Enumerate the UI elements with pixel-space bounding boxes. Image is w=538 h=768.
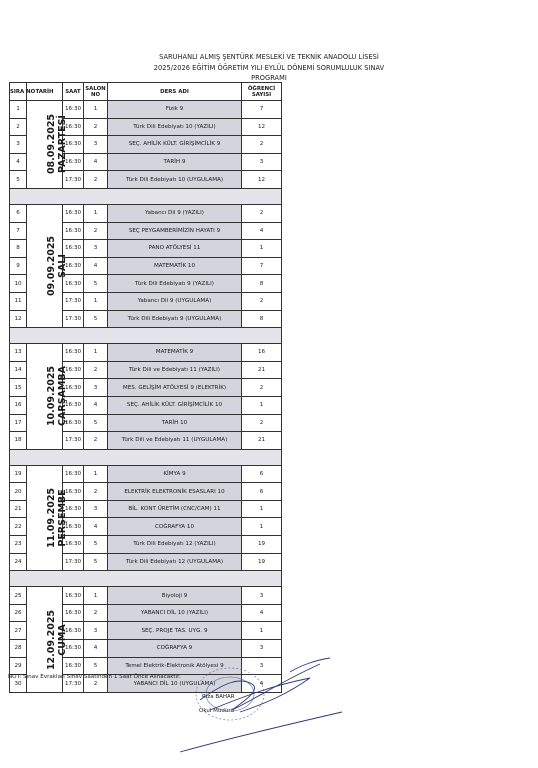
cell-sira-no: 12 xyxy=(10,310,27,328)
cell-saat: 16:30 xyxy=(63,500,84,518)
cell-saat: 16:30 xyxy=(63,344,84,362)
day-separator-row xyxy=(10,328,282,344)
cell-saat: 17:30 xyxy=(63,310,84,328)
signature-title: Okul Müdürü xyxy=(199,708,235,714)
cell-saat: 16:30 xyxy=(63,640,84,658)
cell-sira-no: 6 xyxy=(10,204,27,222)
header-saat: SAAT xyxy=(63,83,84,101)
separator-cell xyxy=(10,571,282,587)
day-name: PERŞEMBE xyxy=(57,489,69,547)
cell-ders-adi: SEÇ. AHİLİK KÜLT. GİRİŞİMCİLİK 10 xyxy=(108,396,242,414)
date-label xyxy=(46,236,68,296)
table-row xyxy=(10,465,282,483)
cell-ders-adi: BİL. KONT ÜRETİM (CNC/CAM) 11 xyxy=(108,500,242,518)
cell-saat: 16:30 xyxy=(63,118,84,136)
cell-ders-adi: COĞRAFYA 9 xyxy=(108,640,242,658)
cell-saat: 17:30 xyxy=(63,553,84,571)
cell-salon-no: 3 xyxy=(84,136,108,154)
cell-sira-no: 17 xyxy=(10,414,27,432)
cell-sira-no: 13 xyxy=(10,344,27,362)
cell-salon-no: 2 xyxy=(84,222,108,240)
separator-cell xyxy=(10,449,282,465)
cell-ogrenci-sayisi: 3 xyxy=(242,153,282,171)
header-sira-no: SIRA NO xyxy=(10,83,27,101)
cell-ogrenci-sayisi: 3 xyxy=(242,657,282,675)
cell-saat: 16:30 xyxy=(63,396,84,414)
header-ogrenci-sayisi: ÖĞRENCİ SAYISI xyxy=(242,83,282,101)
cell-salon-no: 4 xyxy=(84,640,108,658)
cell-salon-no: 2 xyxy=(84,483,108,501)
cell-saat: 16:30 xyxy=(63,518,84,536)
cell-saat: 16:30 xyxy=(63,204,84,222)
cell-ogrenci-sayisi: 4 xyxy=(242,675,282,693)
cell-saat: 16:30 xyxy=(63,622,84,640)
cell-saat: 16:30 xyxy=(63,465,84,483)
cell-sira-no: 21 xyxy=(10,500,27,518)
cell-ders-adi: Temel Elektrik-Elektronik Atölyesi 9 xyxy=(108,657,242,675)
cell-ders-adi: Türk Dili Edebiyatı 10 (YAZILI) xyxy=(108,118,242,136)
cell-ogrenci-sayisi: 7 xyxy=(242,257,282,275)
cell-salon-no: 1 xyxy=(84,292,108,310)
cell-sira-no: 3 xyxy=(10,136,27,154)
note-text: NOT: Sınav Evrakları Sınav Saatinden 1 Saat Önce Alınacaktır. xyxy=(8,674,181,680)
cell-date xyxy=(27,204,69,327)
cell-ogrenci-sayisi: 6 xyxy=(242,483,282,501)
cell-saat: 16:30 xyxy=(63,240,84,258)
cell-ogrenci-sayisi: 3 xyxy=(242,640,282,658)
cell-salon-no: 1 xyxy=(84,587,108,605)
cell-sira-no: 29 xyxy=(10,657,27,675)
cell-salon-no: 2 xyxy=(84,361,108,379)
cell-ders-adi: Biyoloji 9 xyxy=(108,587,242,605)
header-tarih: TARİH xyxy=(27,83,63,101)
cell-date xyxy=(27,465,69,571)
cell-ogrenci-sayisi: 16 xyxy=(242,344,282,362)
day-name: ÇARŞAMBA xyxy=(57,366,69,427)
cell-salon-no: 4 xyxy=(84,257,108,275)
cell-ders-adi: SEÇ PEYGAMBERİMİZİN HAYATI 9 xyxy=(108,222,242,240)
cell-ogrenci-sayisi: 1 xyxy=(242,240,282,258)
cell-saat: 17:30 xyxy=(63,292,84,310)
cell-ogrenci-sayisi: 1 xyxy=(242,622,282,640)
cell-salon-no: 3 xyxy=(84,500,108,518)
cell-ogrenci-sayisi: 12 xyxy=(242,118,282,136)
date-label xyxy=(46,488,68,548)
cell-saat: 16:30 xyxy=(63,361,84,379)
cell-ogrenci-sayisi: 19 xyxy=(242,536,282,554)
cell-salon-no: 2 xyxy=(84,118,108,136)
cell-salon-no: 4 xyxy=(84,396,108,414)
cell-sira-no: 2 xyxy=(10,118,27,136)
cell-sira-no: 16 xyxy=(10,396,27,414)
cell-ders-adi: Türk Dili Edebiyatı 9 (UYGULAMA) xyxy=(108,310,242,328)
cell-sira-no: 26 xyxy=(10,604,27,622)
cell-salon-no: 5 xyxy=(84,310,108,328)
cell-saat: 17:30 xyxy=(63,432,84,450)
cell-salon-no: 5 xyxy=(84,536,108,554)
cell-ogrenci-sayisi: 1 xyxy=(242,396,282,414)
cell-salon-no: 2 xyxy=(84,171,108,189)
date-label xyxy=(46,366,68,426)
cell-sira-no: 8 xyxy=(10,240,27,258)
cell-ders-adi: Yabancı Dil 9 (UYGULAMA) xyxy=(108,292,242,310)
cell-salon-no: 4 xyxy=(84,153,108,171)
cell-sira-no: 7 xyxy=(10,222,27,240)
table-row xyxy=(10,101,282,119)
signature-name: Rıza BAHAR xyxy=(202,694,235,700)
cell-sira-no: 20 xyxy=(10,483,27,501)
cell-ogrenci-sayisi: 2 xyxy=(242,136,282,154)
date-label xyxy=(46,114,68,174)
cell-saat: 17:30 xyxy=(63,171,84,189)
date-value: 09.09.2025 xyxy=(46,235,58,297)
cell-date xyxy=(27,101,69,189)
cell-salon-no: 5 xyxy=(84,275,108,293)
day-name: SALI xyxy=(57,254,69,278)
cell-ogrenci-sayisi: 7 xyxy=(242,101,282,119)
cell-sira-no: 10 xyxy=(10,275,27,293)
cell-ogrenci-sayisi: 2 xyxy=(242,414,282,432)
cell-date xyxy=(27,344,69,450)
title-school: SARUHANLI ALMIŞ ŞENTÜRK MESLEKİ VE TEKNİK ANADOLU LİSESİ xyxy=(159,53,379,61)
cell-saat: 16:30 xyxy=(63,483,84,501)
day-separator-row xyxy=(10,449,282,465)
cell-sira-no: 1 xyxy=(10,101,27,119)
cell-sira-no: 11 xyxy=(10,292,27,310)
cell-sira-no: 25 xyxy=(10,587,27,605)
cell-ogrenci-sayisi: 19 xyxy=(242,553,282,571)
cell-ders-adi: MATEMATİK 9 xyxy=(108,344,242,362)
day-name: CUMA xyxy=(57,623,69,656)
cell-sira-no: 19 xyxy=(10,465,27,483)
cell-sira-no: 22 xyxy=(10,518,27,536)
cell-ogrenci-sayisi: 4 xyxy=(242,604,282,622)
cell-ders-adi: YABANCI DİL 10 (YAZILI) xyxy=(108,604,242,622)
separator-cell xyxy=(10,328,282,344)
cell-ders-adi: Türk Dili Edebiyatı 9 (YAZILI) xyxy=(108,275,242,293)
cell-salon-no: 5 xyxy=(84,414,108,432)
cell-saat: 16:30 xyxy=(63,222,84,240)
cell-salon-no: 2 xyxy=(84,432,108,450)
cell-ders-adi: MATEMATİK 10 xyxy=(108,257,242,275)
cell-saat: 16:30 xyxy=(63,275,84,293)
cell-sira-no: 30 xyxy=(10,675,27,693)
cell-sira-no: 15 xyxy=(10,379,27,397)
date-value: 11.09.2025 xyxy=(46,487,58,549)
cell-ogrenci-sayisi: 8 xyxy=(242,275,282,293)
cell-salon-no: 3 xyxy=(84,622,108,640)
cell-sira-no: 14 xyxy=(10,361,27,379)
cell-sira-no: 4 xyxy=(10,153,27,171)
table-row xyxy=(10,344,282,362)
cell-ders-adi: ELEKTRİK ELEKTRONİK ESASLARI 10 xyxy=(108,483,242,501)
cell-saat: 16:30 xyxy=(63,414,84,432)
table-row xyxy=(10,587,282,605)
cell-saat: 16:30 xyxy=(63,657,84,675)
cell-ders-adi: Türk Dili Edebiyatı 12 (UYGULAMA) xyxy=(108,553,242,571)
cell-ders-adi: PANO ATÖLYESİ 11 xyxy=(108,240,242,258)
cell-saat: 16:30 xyxy=(63,379,84,397)
cell-sira-no: 18 xyxy=(10,432,27,450)
cell-saat: 16:30 xyxy=(63,136,84,154)
cell-ders-adi: Yabancı Dil 9 (YAZILI) xyxy=(108,204,242,222)
cell-saat: 16:30 xyxy=(63,153,84,171)
title-year: 2025/2026 EĞİTİM ÖĞRETİM YILI EYLÜL DÖNEMİ SORUMLULUK SINAV xyxy=(153,63,385,72)
day-name: PAZARTESİ xyxy=(57,115,69,174)
exam-schedule-table xyxy=(9,82,282,693)
cell-salon-no: 2 xyxy=(84,675,108,693)
cell-ders-adi: SEÇ. AHİLİK KÜLT. GİRİŞİMCİLİK 9 xyxy=(108,136,242,154)
cell-ogrenci-sayisi: 2 xyxy=(242,204,282,222)
cell-ders-adi: Türk Dili Edebiyatı 10 (UYGULAMA) xyxy=(108,171,242,189)
cell-salon-no: 1 xyxy=(84,204,108,222)
table-header-row xyxy=(10,83,282,101)
title-program: PROGRAMI xyxy=(251,74,287,82)
cell-saat: 16:30 xyxy=(63,101,84,119)
cell-ders-adi: Türk Dili ve Edebiyatı 11 (YAZILI) xyxy=(108,361,242,379)
date-value: 12.09.2025 xyxy=(46,609,58,670)
cell-salon-no: 3 xyxy=(84,379,108,397)
cell-ders-adi: Türk Dili ve Edebiyatı 11 (UYGULAMA) xyxy=(108,432,242,450)
cell-salon-no: 1 xyxy=(84,101,108,119)
cell-ogrenci-sayisi: 2 xyxy=(242,292,282,310)
cell-ders-adi: SEÇ. PROJE TAS. UYG. 9 xyxy=(108,622,242,640)
cell-salon-no: 2 xyxy=(84,604,108,622)
cell-ders-adi: YABANCI DİL 10 (UYGULAMA) xyxy=(108,675,242,693)
cell-salon-no: 3 xyxy=(84,240,108,258)
cell-ders-adi: TARİH 9 xyxy=(108,153,242,171)
cell-sira-no: 9 xyxy=(10,257,27,275)
cell-sira-no: 23 xyxy=(10,536,27,554)
document-title xyxy=(0,52,538,84)
signature-stamp xyxy=(170,652,350,762)
day-separator-row xyxy=(10,571,282,587)
cell-ogrenci-sayisi: 3 xyxy=(242,587,282,605)
cell-ders-adi: MES. GELİŞİM ATÖLYESİ 9 (ELEKTRİK) xyxy=(108,379,242,397)
cell-salon-no: 1 xyxy=(84,344,108,362)
cell-saat: 17:30 xyxy=(63,675,84,693)
cell-saat: 16:30 xyxy=(63,536,84,554)
cell-ogrenci-sayisi: 4 xyxy=(242,222,282,240)
date-value: 08.09.2025 xyxy=(46,114,58,175)
cell-ogrenci-sayisi: 2 xyxy=(242,379,282,397)
separator-cell xyxy=(10,188,282,204)
header-ders-adi: DERS ADI xyxy=(108,83,242,101)
cell-ders-adi: KİMYA 9 xyxy=(108,465,242,483)
cell-ogrenci-sayisi: 21 xyxy=(242,432,282,450)
cell-sira-no: 28 xyxy=(10,640,27,658)
cell-ogrenci-sayisi: 1 xyxy=(242,518,282,536)
cell-salon-no: 4 xyxy=(84,518,108,536)
table-row xyxy=(10,204,282,222)
cell-salon-no: 5 xyxy=(84,657,108,675)
cell-sira-no: 27 xyxy=(10,622,27,640)
date-value: 10.09.2025 xyxy=(46,366,58,427)
cell-ogrenci-sayisi: 12 xyxy=(242,171,282,189)
cell-ders-adi: COĞRAFYA 10 xyxy=(108,518,242,536)
cell-ogrenci-sayisi: 21 xyxy=(242,361,282,379)
cell-ders-adi: Türk Dili Edebiyatı 12 (YAZILI) xyxy=(108,536,242,554)
cell-sira-no: 5 xyxy=(10,171,27,189)
date-label xyxy=(46,609,68,669)
cell-ogrenci-sayisi: 1 xyxy=(242,500,282,518)
cell-saat: 16:30 xyxy=(63,587,84,605)
cell-salon-no: 1 xyxy=(84,465,108,483)
cell-saat: 16:30 xyxy=(63,257,84,275)
cell-ders-adi: Fizik 9 xyxy=(108,101,242,119)
cell-sira-no: 24 xyxy=(10,553,27,571)
cell-saat: 16:30 xyxy=(63,604,84,622)
table-body xyxy=(10,101,282,693)
header-salon-no: SALON NO xyxy=(84,83,108,101)
cell-ogrenci-sayisi: 8 xyxy=(242,310,282,328)
cell-ders-adi: TARİH 10 xyxy=(108,414,242,432)
cell-ogrenci-sayisi: 6 xyxy=(242,465,282,483)
cell-salon-no: 5 xyxy=(84,553,108,571)
day-separator-row xyxy=(10,188,282,204)
